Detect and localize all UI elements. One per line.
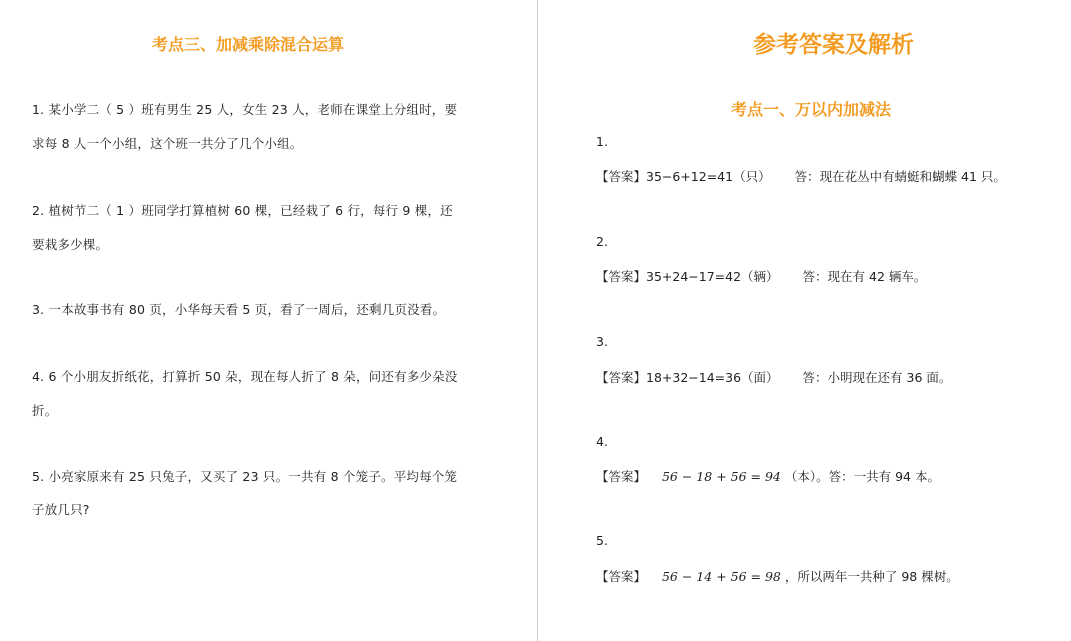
answer-1-number: 1.: [596, 134, 608, 149]
answer-4-reply: （本）。答：一共有 94 本。: [784, 469, 940, 484]
question-4-line-1: 4. 6 个小朋友折纸花，打算折 50 朵，现在每人折了 8 朵，问还有多少朵没: [32, 369, 458, 384]
answer-4-label: 【答案】: [596, 469, 647, 484]
answer-5-formula: 56 − 14 + 56 = 98: [661, 569, 781, 584]
question-1-line-1: 1. 某小学二（ 5 ）班有男生 25 人，女生 23 人，老师在课堂上分组时，要: [32, 102, 458, 117]
question-5-line-2: 子放几只?: [32, 502, 90, 517]
answer-4-formula: 56 − 18 + 56 = 94: [661, 469, 781, 484]
answer-2-line: [596, 267, 926, 285]
question-5-line-1: 5. 小亮家原来有 25 只兔子，又买了 23 只。一共有 8 个笼子。平均每个笼: [32, 469, 458, 484]
answer-1-equation: 【答案】35−6+12=41（只）: [596, 169, 771, 184]
section-title-mixed-operations: 考点三、加减乘除混合运算: [152, 35, 345, 54]
answer-2-equation: 【答案】35+24−17=42（辆）: [596, 269, 779, 284]
question-2-line-2: 要栽多少棵。: [32, 237, 109, 252]
answer-4-line: [596, 467, 940, 485]
answer-5-line: [596, 567, 959, 585]
answer-1-reply: 答：现在花丛中有蜻蜓和蝴蝶 41 只。: [794, 169, 1006, 184]
answer-2-number: 2.: [596, 234, 608, 249]
question-1-line-2: 求每 8 人一个小组，这个班一共分了几个小组。: [32, 136, 303, 151]
question-2-line-1: 2. 植树节二（ 1 ）班同学打算植树 60 棵，已经栽了 6 行，每行 9 棵，还: [32, 203, 453, 218]
right-page: [538, 0, 1071, 641]
answer-3-reply: 答：小明现在还有 36 面。: [802, 370, 952, 385]
answer-4-number: 4.: [596, 434, 608, 449]
question-3-line-1: 3. 一本故事书有 80 页，小华每天看 5 页，看了一周后，还剩几页没看。: [32, 302, 446, 317]
question-4-line-2: 折。: [32, 403, 58, 418]
answers-title: 参考答案及解析: [753, 32, 914, 58]
answer-5-label: 【答案】: [596, 569, 647, 584]
answer-2-reply: 答：现在有 42 辆车。: [802, 269, 927, 284]
answer-5-number: 5.: [596, 533, 608, 548]
answer-5-reply: ，所以两年一共种了 98 棵树。: [784, 569, 959, 584]
answer-3-line: [596, 368, 951, 386]
section-title-addition-subtraction: 考点一、万以内加减法: [731, 100, 892, 119]
answer-3-number: 3.: [596, 334, 608, 349]
answer-3-equation: 【答案】18+32−14=36（面）: [596, 370, 779, 385]
answer-1-line: [596, 167, 1006, 185]
